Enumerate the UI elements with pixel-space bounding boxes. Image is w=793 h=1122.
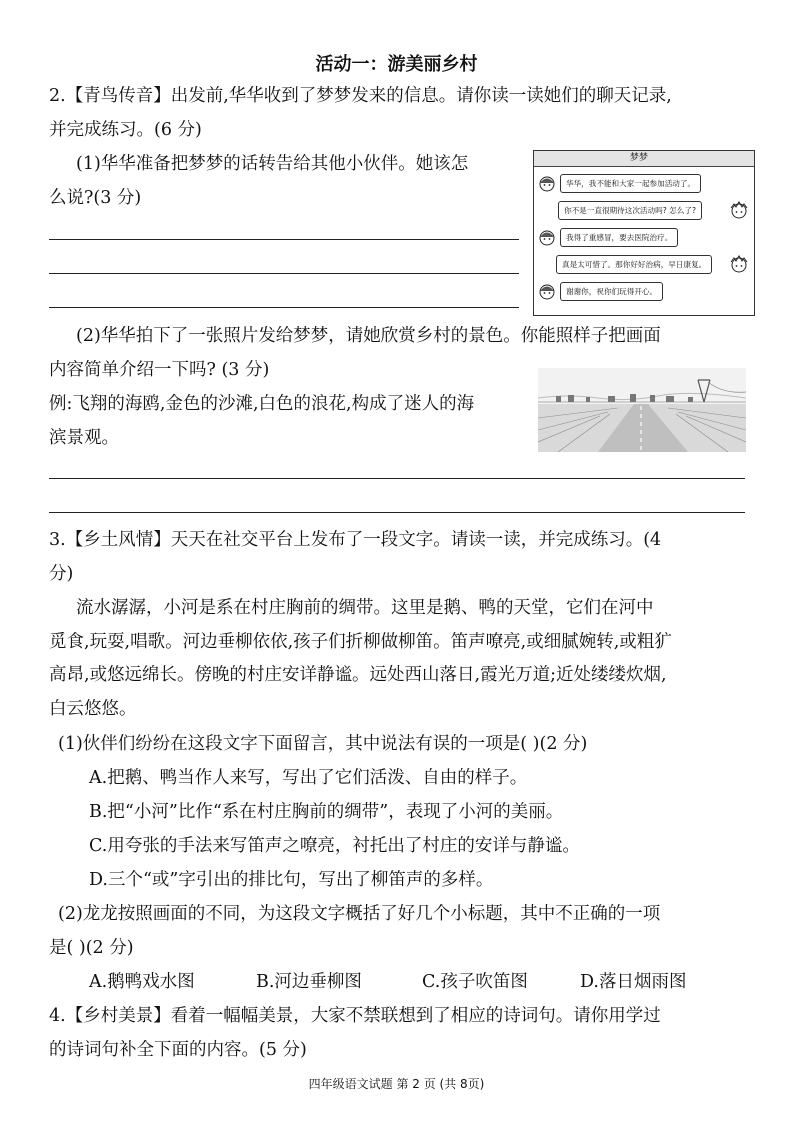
q3-passage-line: 高昂,或悠远绵长。傍晚的村庄安详静谧。远处西山落日,霞光万道;近处缕缕炊烟, [49, 665, 667, 685]
chat-record [533, 150, 755, 316]
chat-header: 梦梦 [534, 151, 754, 167]
chat-message: 华华，我不能和大家一起参加活动了。 [560, 174, 701, 193]
q2-sub2-line1: (2)华华拍下了一张照片发给梦梦，请她欣赏乡村的景色。你能照样子把画面 [76, 326, 661, 346]
chat-message: 真是太可惜了。那你好好治病，早日康复。 [556, 255, 712, 274]
q3-sub2-option-b[interactable]: B.河边垂柳图 [256, 972, 362, 992]
q2-sub2-line2: 内容简单介绍一下吗? (3 分) [49, 360, 270, 380]
q2-example-line2: 滨景观。 [49, 428, 119, 448]
q3-sub2-option-d[interactable]: D.落日烟雨图 [580, 972, 687, 992]
activity-title: 活动一：游美丽乡村 [315, 54, 478, 75]
answer-line[interactable] [49, 307, 519, 308]
chat-message: 我得了重感冒，要去医院治疗。 [560, 228, 678, 247]
answer-line[interactable] [49, 239, 519, 240]
q3-sub2-option-c[interactable]: C.孩子吹笛图 [422, 972, 528, 992]
q3-sub1-option-d[interactable]: D.三个“或”字引出的排比句，写出了柳笛声的多样。 [89, 870, 494, 890]
q3-sub1-prompt: (1)伙伴们纷纷在这段文字下面留言，其中说法有误的一项是( )(2 分) [58, 734, 588, 754]
q3-passage-line: 流水潺潺，小河是系在村庄胸前的绸带。这里是鹅、鸭的天堂，它们在河中 [76, 598, 654, 618]
q3-sub1-option-c[interactable]: C.用夸张的手法来写笛声之嘹亮，衬托出了村庄的安详与静谧。 [89, 836, 580, 856]
q3-sub2-option-a[interactable]: A.鹅鸭戏水图 [89, 972, 195, 992]
q3-passage-line: 觅食,玩耍,唱歌。河边垂柳依依,孩子们折柳做柳笛。笛声嘹亮,或细腻婉转,或粗犷 [49, 632, 672, 652]
chat-message: 你不是一直很期待这次活动吗? 怎么了? [558, 201, 702, 220]
answer-line[interactable] [49, 273, 519, 274]
village-road-photo [538, 368, 746, 452]
answer-line[interactable] [49, 478, 745, 479]
q3-prompt-line2: 分) [49, 564, 74, 584]
q3-passage-line: 白云悠悠。 [49, 699, 137, 719]
q2-prompt-line1: 2.【青鸟传音】出发前,华华收到了梦梦发来的信息。请你读一读她们的聊天记录, [49, 86, 672, 106]
q2-example-line1: 例:飞翔的海鸥,金色的沙滩,白色的浪花,构成了迷人的海 [49, 394, 475, 414]
q3-sub1-option-b[interactable]: B.把“小河”比作“系在村庄胸前的绸带”，表现了小河的美丽。 [89, 802, 564, 822]
girl-avatar-icon [730, 200, 748, 220]
q3-sub2-line2: 是( )(2 分) [49, 938, 134, 958]
q4-prompt-line2: 的诗词句补全下面的内容。(5 分) [49, 1040, 307, 1060]
answer-line[interactable] [49, 512, 745, 513]
q3-prompt-line1: 3.【乡土风情】天天在社交平台上发布了一段文字。请读一读，并完成练习。(4 [49, 530, 662, 550]
page-footer: 四年级语文试题 第 2 页 (共 8页) [308, 1077, 485, 1091]
q2-sub1-line1: (1)华华准备把梦梦的话转告给其他小伙伴。她该怎 [76, 154, 469, 174]
q4-prompt-line1: 4.【乡村美景】看着一幅幅美景，大家不禁联想到了相应的诗词句。请你用学过 [49, 1006, 661, 1026]
chat-message: 谢谢你，祝你们玩得开心。 [560, 282, 663, 301]
q2-prompt-line2: 并完成练习。(6 分) [49, 120, 202, 140]
q3-sub2-line1: (2)龙龙按照画面的不同，为这段文字概括了好几个小标题，其中不正确的一项 [58, 904, 661, 924]
q2-sub1-line2: 么说?(3 分) [49, 188, 142, 208]
q3-sub1-option-a[interactable]: A.把鹅、鸭当作人来写，写出了它们活泼、自由的样子。 [89, 768, 528, 788]
girl-avatar-icon [538, 227, 556, 247]
girl-avatar-icon [538, 173, 556, 193]
girl-avatar-icon [730, 254, 748, 274]
girl-avatar-icon [538, 281, 556, 301]
